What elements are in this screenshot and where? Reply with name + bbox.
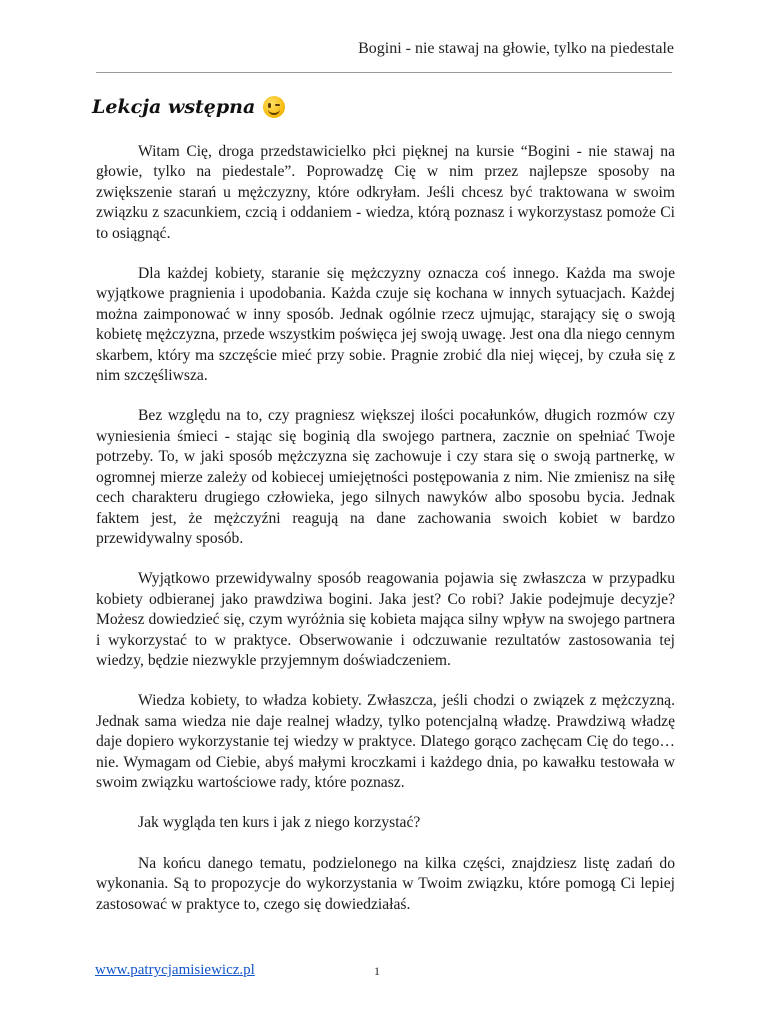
lesson-title — [92, 96, 285, 118]
running-header: Bogini - nie stawaj na głowie, tylko na piedestale — [358, 40, 674, 57]
paragraph-1: Witam Cię, droga przedstawicielko płci pięknej na kursie “Bogini - nie stawaj na głowie, tylko na piedestale”. Poprowadzę Cię w nim przez najlepsze sposoby na zwiększenie starań u mężczyzny, które odkryłam. Jeśli chcesz być traktowana w swoim związku z szacunkiem, czcią i oddaniem - wiedza, którą poznasz i wykorzystasz pomoże Ci to osiągnąć. — [96, 143, 675, 242]
paragraph-3: Bez względu na to, czy pragniesz większej ilości pocałunków, długich rozmów czy wyniesienia śmieci - stając się boginią dla swojego partnera, zacznie on spełniać Twoje potrzeby. To, w jaki sposób mężczyzna się zachowuje i czy stara się o swoją partnerkę, w ogromnej mierze zależy od kobiecej umiejętności postępowania z nim. Nie zmienisz na siłę cech charakteru drugiego człowieka, jego silnych nawyków albo sposobu bycia. Jednak faktem jest, że mężczyźni reagują na dane zachowania swoich kobiet w bardzo przewidywalny sposób. — [96, 407, 675, 547]
header-divider — [96, 72, 672, 73]
paragraph-4: Wyjątkowo przewidywalny sposób reagowania pojawia się zwłaszcza w przypadku kobiety odbieranej jako prawdziwa bogini. Jaka jest? Co robi? Jakie podejmuje decyzje? Możesz dowiedzieć się, czym wyróżnia się kobieta mająca silny wpływ na swojego partnera i wykorzystać to w praktyce. Obserwowanie i odczuwanie rezultatów zastosowania tej wiedzy, będzie niezwykle przyjemnym doświadczeniem. — [96, 570, 675, 669]
document-body — [96, 142, 675, 935]
paragraph-2: Dla każdej kobiety, staranie się mężczyzny oznacza coś innego. Każda ma swoje wyjątkowe pragnienia i upodobania. Każda czuje się kochana w innych sytuacjach. Każdej można zaimponować w inny sposób. Jednak ogólnie rzecz ujmując, starający się o swoją kobietę mężczyzna, przede wszystkim poświęca jej swoją uwagę. Jest ona dla niego cennym skarbem, który ma szczęście mieć przy sobie. Pragnie zrobić dla niej więcej, by czuła się z nim szczęśliwsza. — [96, 265, 675, 385]
winking-face-icon — [263, 96, 285, 118]
paragraph-5: Wiedza kobiety, to władza kobiety. Zwłaszcza, jeśli chodzi o związek z mężczyzną. Jednak sama wiedza nie daje realnej władzy, tylko potencjalną władzę. Prawdziwą władzę daje dopiero wykorzystanie tej wiedzy w praktyce. Dlatego gorąco zachęcam Cię do tego… nie. Wymagam od Ciebie, abyś małymi kroczkami i każdego dnia, po kawałku testowała w swoim związku wartościowe rady, które poznasz. — [96, 692, 675, 791]
website-link[interactable]: www.patrycjamisiewicz.pl — [95, 962, 255, 978]
page-number: 1 — [374, 964, 380, 978]
lesson-title-text: Lekcja wstępna — [92, 96, 256, 118]
paragraph-7: Na końcu danego tematu, podzielonego na kilka części, znajdziesz listę zadań do wykonania. Są to propozycje do wykorzystania w Twoim związku, które pomogą Ci lepiej zastosować w praktyce to, czego się dowiedziałaś. — [96, 854, 675, 913]
paragraph-6: Jak wygląda ten kurs i jak z niego korzystać? — [138, 814, 421, 832]
